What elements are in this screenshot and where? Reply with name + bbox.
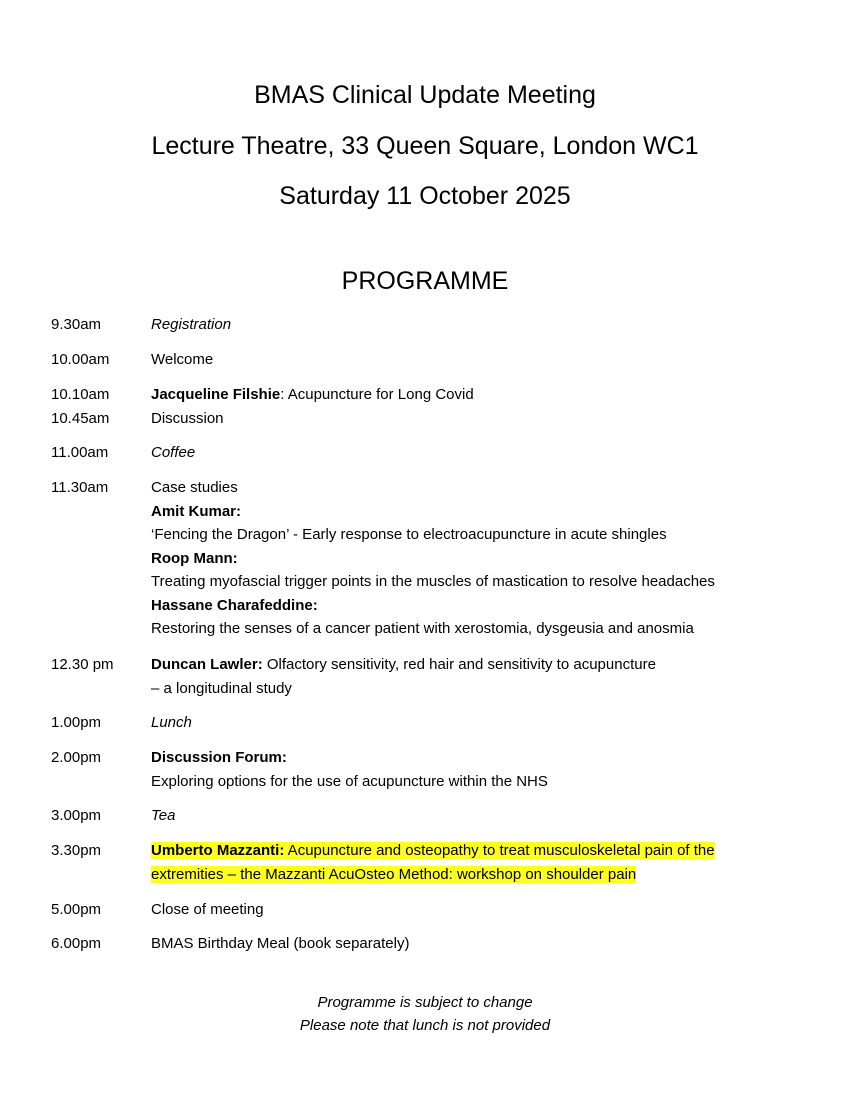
meeting-title: BMAS Clinical Update Meeting [254,81,596,109]
talk-title: : Acupuncture for Long Covid [280,386,474,403]
programme-heading: PROGRAMME [341,267,509,295]
schedule-time: 2.00pm [51,749,102,766]
meeting-venue: Lecture Theatre, 33 Queen Square, London WC1 [151,132,699,160]
speaker-name: Duncan Lawler: [151,656,263,673]
case-title: Treating myofascial trigger points in the muscles of mastication to resolve headaches [151,573,715,590]
talk-title: Olfactory sensitivity, red hair and sensitivity to acupuncture [262,656,656,673]
schedule-item: Case studies [151,479,238,496]
case-speaker: Roop Mann: [151,549,238,567]
schedule-time: 3.30pm [51,842,102,859]
case-speaker: Amit Kumar: [151,502,242,520]
footer-note-lunch: Please note that lunch is not provided [299,1017,551,1034]
schedule-time: 10.10am [51,386,110,403]
schedule-time: 11.30am [51,479,109,496]
case-title: Restoring the senses of a cancer patient with xerostomia, dysgeusia and anosmia [151,620,694,637]
speaker-name: Discussion Forum: [151,749,287,766]
case-title: ‘Fencing the Dragon’ - Early response to electroacupuncture in acute shingles [151,526,667,543]
schedule-time: 3.00pm [51,807,102,824]
schedule-item: Welcome [151,351,214,368]
case-speaker: Hassane Charafeddine: [151,596,318,614]
schedule-time: 11.00am [51,444,109,461]
schedule-time: 12.30 pm [51,656,114,673]
schedule-time: 9.30am [51,316,102,333]
schedule-item: BMAS Birthday Meal (book separately) [151,935,410,952]
talk-title-continued: extremities – the Mazzanti AcuOsteo Method: workshop on shoulder pain [151,865,637,883]
footer-note-change: Programme is subject to change [317,994,533,1011]
schedule-time: 6.00pm [51,935,102,952]
speaker-name: Jacqueline Filshie [151,386,281,403]
schedule-item: Registration [151,316,232,333]
schedule-item: Lunch [151,714,192,731]
schedule-time: 1.00pm [51,714,102,731]
schedule-item: Close of meeting [151,901,264,918]
talk-title: Acupuncture and osteopathy to treat musculoskeletal pain of the [284,842,715,859]
schedule-time: 10.00am [51,351,110,368]
talk-title-continued: – a longitudinal study [151,679,292,697]
talk-title: Exploring options for the use of acupuncture within the NHS [151,772,548,790]
schedule-item: Coffee [151,444,196,461]
schedule-item: Tea [151,807,176,824]
schedule-time: 10.45am [51,410,110,427]
meeting-date: Saturday 11 October 2025 [279,182,571,210]
speaker-name: Umberto Mazzanti: [151,842,285,859]
schedule-time: 5.00pm [51,901,102,918]
schedule-item: Discussion [151,410,224,427]
